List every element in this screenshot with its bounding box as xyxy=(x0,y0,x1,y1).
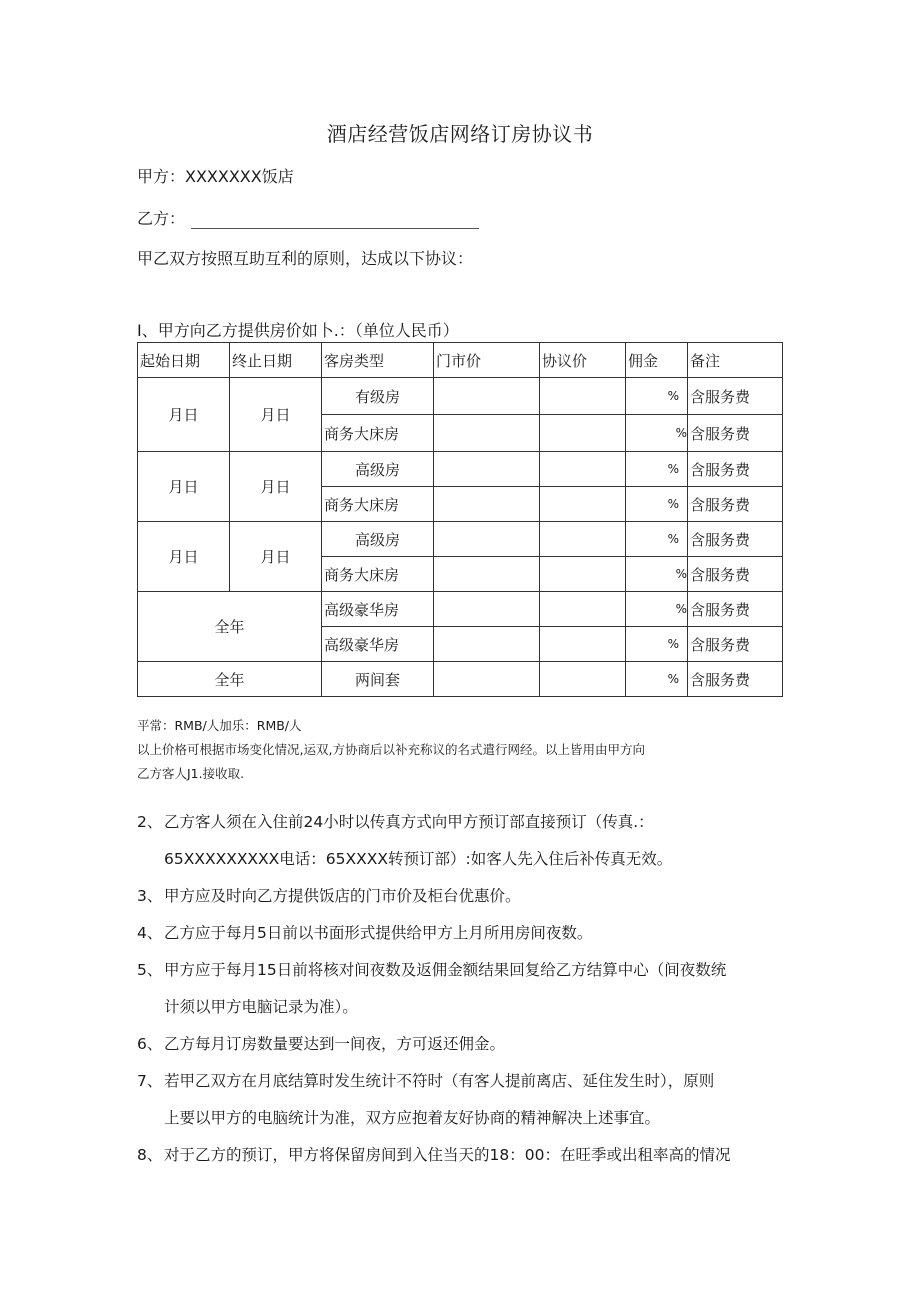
agreed-rate-cell[interactable] xyxy=(540,592,626,627)
clause-2-cont: 65XXXXXXXXX电话：65XXXX转预订部）:如客人先入住后补传真无效。 xyxy=(164,850,673,868)
end-date-cell: 月日 xyxy=(230,378,322,452)
commission-cell: % xyxy=(626,378,688,415)
rack-rate-cell[interactable] xyxy=(434,522,540,557)
agreed-rate-cell[interactable] xyxy=(540,522,626,557)
remark-cell: 含服务费 xyxy=(688,522,783,557)
end-date-cell: 月日 xyxy=(230,522,322,592)
remark-cell: 含服务费 xyxy=(688,415,783,452)
room-type-cell: 商务大床房 xyxy=(322,415,434,452)
header-rack-rate: 门市价 xyxy=(434,343,540,378)
commission-cell: % xyxy=(626,592,688,627)
section1-heading: I、甲方向乙方提供房价如卜.：（单位人民币） xyxy=(137,321,459,340)
room-type-cell: 商务大床房 xyxy=(322,487,434,522)
header-end-date: 终止日期 xyxy=(230,343,322,378)
clause-3: 3、 甲方应及时向乙方提供饭店的门市价及柜台优惠价。 xyxy=(137,887,521,905)
start-date-cell: 月日 xyxy=(138,522,230,592)
room-type-cell: 两间套 xyxy=(322,662,434,697)
commission-cell: % xyxy=(626,452,688,487)
rack-rate-cell[interactable] xyxy=(434,378,540,415)
rack-rate-cell[interactable] xyxy=(434,662,540,697)
commission-cell: % xyxy=(626,522,688,557)
clause-7-cont: 上要以甲方的电脑统计为准，双方应抱着友好协商的精神解决上述事宜。 xyxy=(164,1109,661,1127)
remark-cell: 含服务费 xyxy=(688,452,783,487)
header-agreed-rate: 协议价 xyxy=(540,343,626,378)
table-row xyxy=(138,662,783,697)
commission-cell: % xyxy=(626,627,688,662)
clause-5-cont: 计须以甲方电脑记录为准）。 xyxy=(164,998,358,1016)
clause-6: 6、 乙方每月订房数量要达到一间夜，方可返还佣金。 xyxy=(137,1035,506,1053)
header-remark: 备注 xyxy=(688,343,783,378)
room-type-cell: 商务大床房 xyxy=(322,557,434,592)
header-commission: 佣金 xyxy=(626,343,688,378)
agreed-rate-cell[interactable] xyxy=(540,662,626,697)
commission-cell: % xyxy=(626,487,688,522)
rack-rate-cell[interactable] xyxy=(434,415,540,452)
start-date-cell: 月日 xyxy=(138,378,230,452)
end-date-cell: 月日 xyxy=(230,452,322,522)
agreed-rate-cell[interactable] xyxy=(540,415,626,452)
rate-table xyxy=(137,342,783,697)
clause-5: 5、 甲方应于每月15日前将核对间夜数及返佣金额结果回复给乙方结算中心（间夜数统 xyxy=(137,961,727,979)
rack-rate-cell[interactable] xyxy=(434,452,540,487)
table-row xyxy=(138,452,783,487)
price-note xyxy=(137,714,787,786)
period-cell: 全年 xyxy=(138,662,322,697)
start-date-cell: 月日 xyxy=(138,452,230,522)
agreed-rate-cell[interactable] xyxy=(540,487,626,522)
rack-rate-cell[interactable] xyxy=(434,592,540,627)
clause-4: 4、 乙方应于每月5日前以书面形式提供给甲方上月所用房间夜数。 xyxy=(137,924,593,942)
agreed-rate-cell[interactable] xyxy=(540,378,626,415)
room-type-cell: 高级房 xyxy=(322,452,434,487)
rack-rate-cell[interactable] xyxy=(434,627,540,662)
agreed-rate-cell[interactable] xyxy=(540,627,626,662)
remark-cell: 含服务费 xyxy=(688,592,783,627)
party-b-line xyxy=(137,206,479,229)
clause-8: 8、 对于乙方的预订，甲方将保留房间到入住当天的18：00：在旺季或出租率高的情况 xyxy=(137,1146,731,1164)
room-type-cell: 高级房 xyxy=(322,522,434,557)
remark-cell: 含服务费 xyxy=(688,557,783,592)
rack-rate-cell[interactable] xyxy=(434,487,540,522)
price-note-line2: 以上价格可根据市场变化情况,运双,方协商后以补充称议的名式遣行网经。以上皆用由甲方向 xyxy=(137,742,645,757)
room-type-cell: 有级房 xyxy=(322,378,434,415)
period-cell: 全年 xyxy=(138,592,322,662)
party-b-blank[interactable] xyxy=(191,212,479,229)
party-a-line: 甲方：XXXXXXX饭店 xyxy=(137,167,294,186)
table-row xyxy=(138,378,783,415)
room-type-cell: 高级豪华房 xyxy=(322,592,434,627)
document-title: 酒店经营饭店网络订房协议书 xyxy=(326,122,594,146)
table-row xyxy=(138,522,783,557)
agreed-rate-cell[interactable] xyxy=(540,452,626,487)
commission-cell: % xyxy=(626,415,688,452)
price-note-line3: 乙方客人J1.接收取. xyxy=(137,766,245,781)
header-room-type: 客房类型 xyxy=(322,343,434,378)
room-type-cell: 高级豪华房 xyxy=(322,627,434,662)
clause-list xyxy=(137,804,787,1174)
commission-cell: % xyxy=(626,557,688,592)
agreed-rate-cell[interactable] xyxy=(540,557,626,592)
header-start-date: 起始日期 xyxy=(138,343,230,378)
intro-line: 甲乙双方按照互助互利的原则，达成以下协议： xyxy=(137,249,474,268)
party-b-label: 乙方： xyxy=(137,209,186,228)
price-note-line1: 平常：RMB/人加乐：RMB/人 xyxy=(137,718,302,733)
remark-cell: 含服务费 xyxy=(688,627,783,662)
clause-7: 7、 若甲乙双方在月底结算时发生统计不符时（有客人提前离店、延住发生时），原则 xyxy=(137,1072,715,1090)
clause-2: 2、 乙方客人须在入住前24小时以传真方式向甲方预订部直接预订（传真.： xyxy=(137,813,654,831)
commission-cell: % xyxy=(626,662,688,697)
table-row xyxy=(138,592,783,627)
table-header-row xyxy=(138,343,783,378)
remark-cell: 含服务费 xyxy=(688,662,783,697)
remark-cell: 含服务费 xyxy=(688,487,783,522)
rack-rate-cell[interactable] xyxy=(434,557,540,592)
remark-cell: 含服务费 xyxy=(688,378,783,415)
